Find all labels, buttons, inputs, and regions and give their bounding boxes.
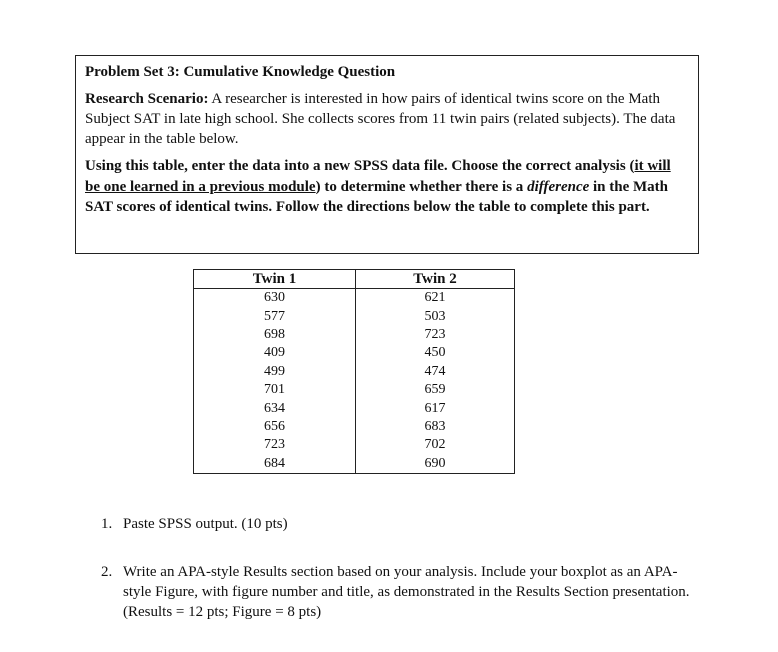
twin-1-cell: 698 [194, 326, 356, 344]
twin-1-cell: 499 [194, 363, 356, 381]
instructions-underlined: it will be one learned in a previous module [85, 158, 671, 195]
twin-scores-table [193, 269, 515, 474]
question-text: Paste SPSS output. (10 pts) [123, 516, 288, 532]
table-row [194, 289, 515, 308]
twin-2-cell: 683 [424, 418, 446, 434]
twin-1-cell: 701 [194, 381, 356, 399]
instructions [85, 156, 688, 218]
research-scenario [85, 89, 688, 149]
twin-1-cell: 723 [194, 436, 356, 454]
table-row [194, 307, 515, 325]
twin-2-cell: 621 [424, 290, 446, 306]
question-2 [101, 562, 701, 626]
twin-1-cell: 634 [194, 399, 356, 417]
header-twin-1: Twin 1 [194, 270, 356, 289]
table-header-row [194, 270, 515, 289]
table-row [194, 326, 515, 344]
header-twin-2: Twin 2 [356, 270, 515, 289]
twin-1-cell: 630 [194, 289, 356, 308]
table-row [194, 399, 515, 417]
problem-box [75, 55, 699, 254]
scenario-label: Research Scenario: [85, 91, 209, 107]
twin-2-cell: 503 [424, 308, 446, 324]
twin-1-cell: 684 [194, 455, 356, 474]
instructions-part-3: in the Math SAT scores of identical twins. Follow the directions below the table to complete this part. [85, 178, 669, 215]
twin-2-cell: 723 [424, 326, 446, 342]
table-row [194, 436, 515, 454]
question-number: 1. [101, 516, 113, 532]
table-row [194, 418, 515, 436]
twin-2-cell: 617 [424, 400, 446, 416]
twin-2-cell: 702 [424, 437, 446, 453]
twin-2-cell: 659 [424, 382, 446, 398]
question-number: 2. [101, 564, 113, 580]
instructions-part-1: Using this table, enter the data into a new SPSS data file. Choose the correct analysis ( [85, 158, 635, 174]
table-row [194, 344, 515, 362]
twin-1-cell: 656 [194, 418, 356, 436]
question-text: Write an APA-style Results section based on your analysis. Include your boxplot as an APA-style Figure, with figure number and title, as demonstrated in the Results Section presentation. (Results = 12 pts; Figure = 8 pts) [123, 564, 690, 620]
scenario-text: A researcher is interested in how pairs of identical twins score on the Math Subject SAT in late high school. She collects scores from 11 twin pairs (related subjects). The data appear in the table below. [85, 91, 676, 147]
instructions-italic: difference [527, 178, 590, 195]
table-row [194, 363, 515, 381]
question-1 [101, 514, 701, 536]
twin-1-cell: 577 [194, 307, 356, 325]
twin-1-cell: 409 [194, 344, 356, 362]
table-row [194, 381, 515, 399]
twin-2-cell: 690 [424, 455, 446, 471]
problem-title: Problem Set 3: Cumulative Knowledge Question [85, 64, 396, 80]
twin-2-cell: 474 [424, 363, 446, 379]
table-row [194, 455, 515, 474]
twin-2-cell: 450 [424, 345, 446, 361]
instructions-part-2: ) to determine whether there is a [315, 178, 528, 195]
